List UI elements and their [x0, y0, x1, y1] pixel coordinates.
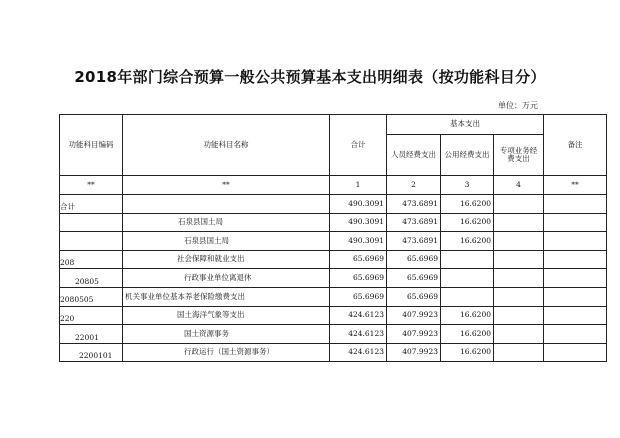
- public-cell: 16.6200: [441, 325, 494, 344]
- table-row: [60, 213, 607, 232]
- name-cell: 行政事业单位离退休: [123, 269, 330, 288]
- special-cell: [494, 325, 544, 344]
- personnel-cell: 65.6969: [387, 250, 441, 269]
- name-cell: 社会保障和就业支出: [123, 250, 330, 269]
- marker-cell: 3: [441, 176, 494, 195]
- name-cell: 国土海洋气象等支出: [123, 306, 330, 325]
- marker-row: [60, 176, 607, 195]
- special-cell: [494, 195, 544, 214]
- table-row: [60, 287, 607, 306]
- unit-label: 单位：万元: [498, 101, 538, 110]
- name-cell: 机关事业单位基本养老保险缴费支出: [123, 287, 330, 306]
- public-cell: [441, 250, 494, 269]
- public-cell: [441, 269, 494, 288]
- header-basic: 基本支出: [387, 115, 544, 135]
- code-cell: [60, 232, 123, 251]
- table-row: [60, 269, 607, 288]
- note-cell: [544, 250, 607, 269]
- personnel-cell: 65.6969: [387, 287, 441, 306]
- public-cell: [441, 287, 494, 306]
- marker-cell: 1: [330, 176, 387, 195]
- marker-cell: 4: [494, 176, 544, 195]
- code-cell: [60, 213, 123, 232]
- header-special: 专项业务经费支出: [494, 135, 544, 176]
- table-row: [60, 325, 607, 344]
- personnel-cell: 407.9923: [387, 306, 441, 325]
- page-title: 2018年部门综合预算一般公共预算基本支出明细表（按功能科目分）: [74, 68, 546, 86]
- header-name: 功能科目名称: [123, 115, 330, 176]
- table-row: [60, 195, 607, 214]
- name-cell: 石泉县国土局: [123, 232, 330, 251]
- name-cell: 国土资源事务: [123, 325, 330, 344]
- code-cell: 2200101: [60, 343, 123, 362]
- personnel-cell: 407.9923: [387, 343, 441, 362]
- table-row: [60, 306, 607, 325]
- header-personnel: 人员经费支出: [387, 135, 441, 176]
- public-cell: 16.6200: [441, 232, 494, 251]
- personnel-cell: 407.9923: [387, 325, 441, 344]
- marker-cell: **: [123, 176, 330, 195]
- special-cell: [494, 343, 544, 362]
- code-cell: 220: [60, 306, 123, 325]
- marker-cell: 2: [387, 176, 441, 195]
- note-cell: [544, 195, 607, 214]
- public-cell: 16.6200: [441, 306, 494, 325]
- public-cell: 16.6200: [441, 195, 494, 214]
- public-cell: 16.6200: [441, 213, 494, 232]
- personnel-cell: 473.6891: [387, 213, 441, 232]
- special-cell: [494, 306, 544, 325]
- marker-cell: **: [544, 176, 607, 195]
- special-cell: [494, 232, 544, 251]
- header-code: 功能科目编码: [60, 115, 123, 176]
- total-cell: 65.6969: [330, 269, 387, 288]
- special-cell: [494, 250, 544, 269]
- total-cell: 65.6969: [330, 250, 387, 269]
- personnel-cell: 473.6891: [387, 232, 441, 251]
- code-cell: 合计: [60, 195, 123, 214]
- note-cell: [544, 325, 607, 344]
- total-cell: 490.3091: [330, 213, 387, 232]
- marker-cell: **: [60, 176, 123, 195]
- header-note: 备注: [544, 115, 607, 176]
- total-cell: 424.6123: [330, 325, 387, 344]
- note-cell: [544, 232, 607, 251]
- special-cell: [494, 213, 544, 232]
- personnel-cell: 473.6891: [387, 195, 441, 214]
- note-cell: [544, 213, 607, 232]
- special-cell: [494, 269, 544, 288]
- code-cell: 2080505: [60, 287, 123, 306]
- table-row: [60, 250, 607, 269]
- budget-table: [59, 114, 607, 362]
- note-cell: [544, 306, 607, 325]
- name-cell: 石泉县国土局: [123, 213, 330, 232]
- code-cell: 22001: [60, 325, 123, 344]
- note-cell: [544, 343, 607, 362]
- table-row: [60, 232, 607, 251]
- code-cell: 208: [60, 250, 123, 269]
- total-cell: 424.6123: [330, 343, 387, 362]
- public-cell: 16.6200: [441, 343, 494, 362]
- total-cell: 490.3091: [330, 195, 387, 214]
- note-cell: [544, 287, 607, 306]
- total-cell: 65.6969: [330, 287, 387, 306]
- special-cell: [494, 287, 544, 306]
- header-total: 合计: [330, 115, 387, 176]
- total-cell: 490.3091: [330, 232, 387, 251]
- personnel-cell: 65.6969: [387, 269, 441, 288]
- name-cell: [123, 195, 330, 214]
- note-cell: [544, 269, 607, 288]
- header-public: 公用经费支出: [441, 135, 494, 176]
- name-cell: 行政运行（国土资源事务）: [123, 343, 330, 362]
- code-cell: 20805: [60, 269, 123, 288]
- table-row: [60, 343, 607, 362]
- total-cell: 424.6123: [330, 306, 387, 325]
